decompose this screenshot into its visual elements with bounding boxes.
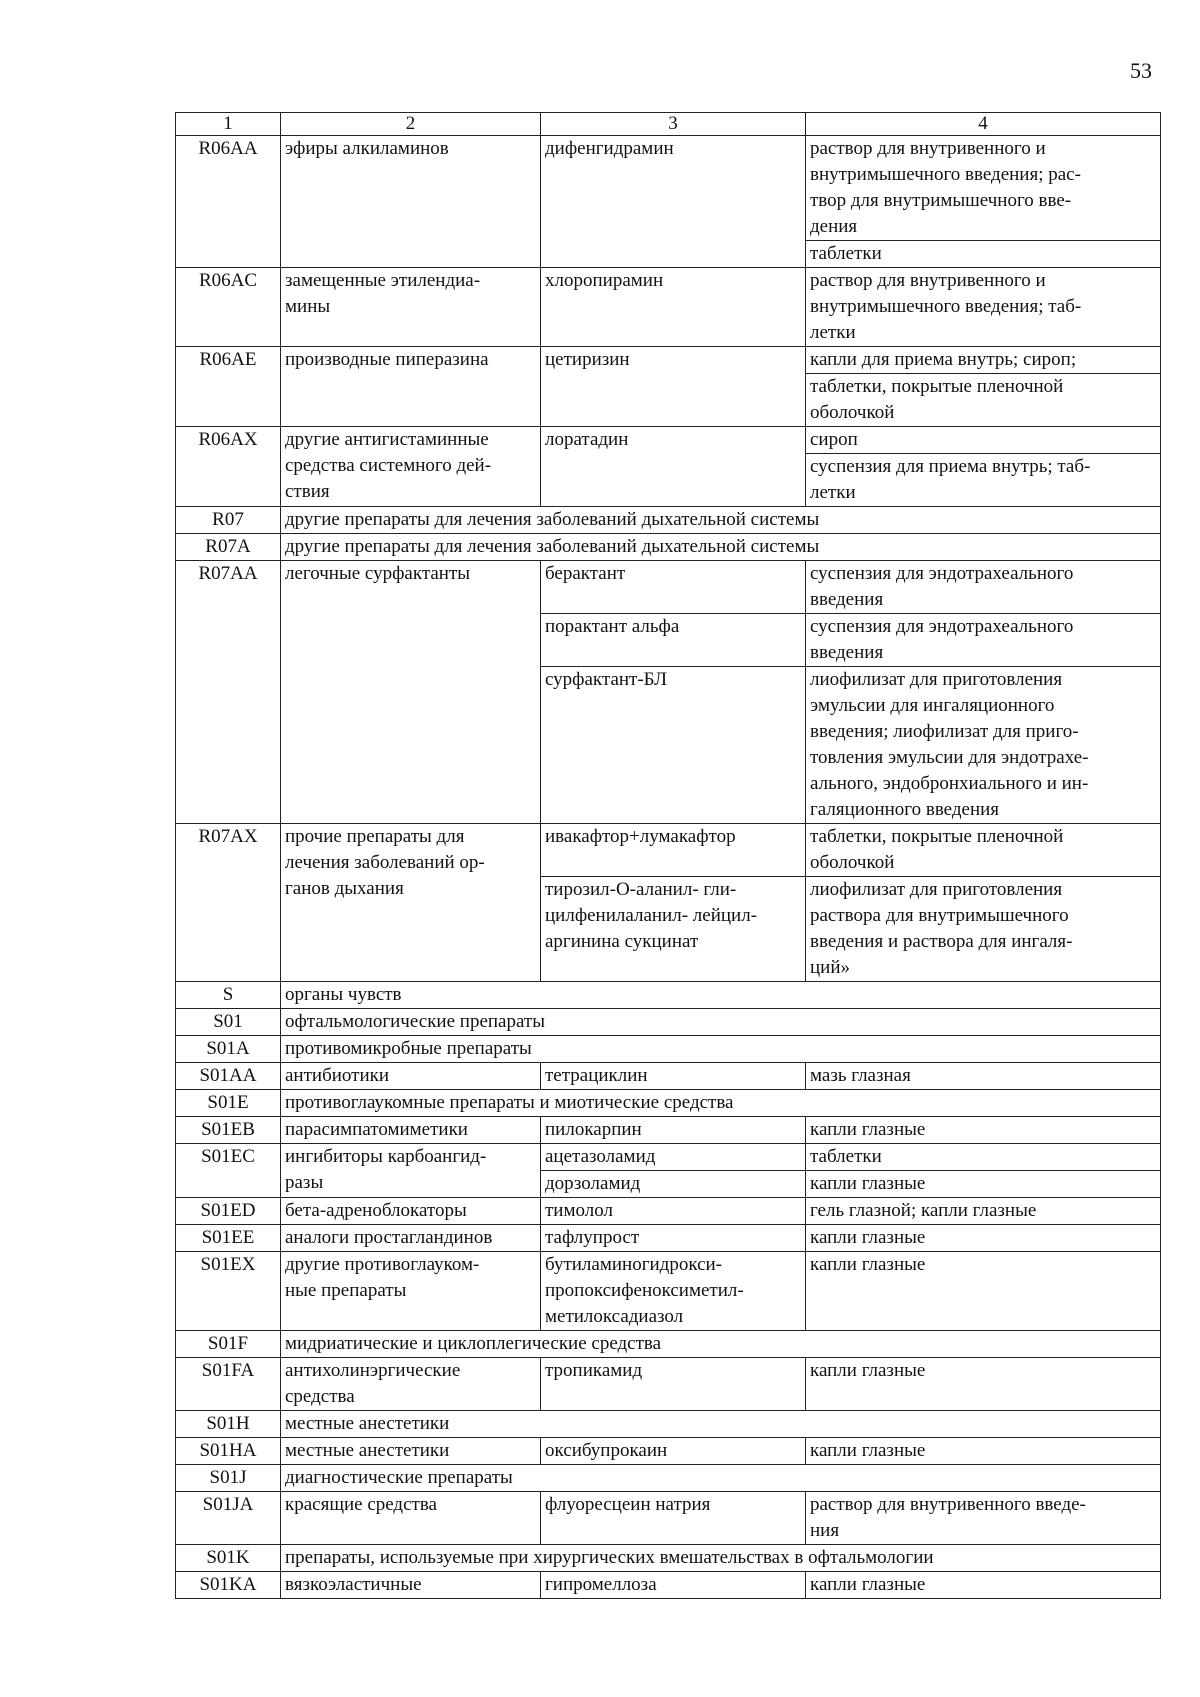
dosage-form: сироп [806,427,1161,454]
atc-group-name: местные анестетики [281,1411,1161,1438]
text-line: тирозил-О-аланил- гли- [545,879,737,900]
drug-name: берактант [541,561,806,614]
atc-code: S01 [176,1009,281,1036]
table-row [176,1144,1161,1171]
drug-name: тетрациклин [541,1063,806,1090]
table-row [176,1252,1161,1331]
text-line: эмульсии для ингаляционного [810,695,1055,716]
atc-group-name: офтальмологические препараты [281,1009,1161,1036]
atc-code: R07 [176,507,281,534]
table-row [176,1117,1161,1144]
dosage-form [806,454,1161,507]
atc-group-name: противоглаукомные препараты и миотические средства [281,1090,1161,1117]
table-row [176,1465,1161,1492]
atc-code: S01EX [176,1252,281,1331]
atc-group-name [281,824,541,982]
text-line: ций» [810,957,851,978]
table-row [176,427,1161,454]
text-line: суспензия для эндотрахеального [810,563,1074,584]
table-row [176,1036,1161,1063]
atc-code: R07AX [176,824,281,982]
text-line: аргинина сукцинат [545,931,699,952]
table-row [176,824,1161,877]
drug-name [541,1252,806,1331]
text-line: метилоксадиазол [545,1306,684,1327]
drug-table [175,112,1161,1599]
text-line: таблетки, покрытые пленочной [810,826,1064,847]
text-line: летки [810,322,856,343]
text-line: прочие препараты для [285,826,465,847]
page-number: 53 [1130,58,1152,83]
atc-group-name: эфиры алкиламинов [281,136,541,268]
table-row [176,1492,1161,1545]
text-line: оболочкой [810,852,895,873]
table-row [176,982,1161,1009]
text-line: ального, эндобронхиального и ин- [810,773,1089,794]
drug-name: сурфактант-БЛ [541,667,806,824]
dosage-form [806,667,1161,824]
text-line: летки [810,482,856,503]
atc-code: S01FA [176,1358,281,1411]
drug-name: тропикамид [541,1358,806,1411]
atc-group-name [281,268,541,347]
atc-group-name: красящие средства [281,1492,541,1545]
text-line: бутиламиногидрокси- [545,1254,723,1275]
table-header-row [176,113,1161,136]
table-row [176,1063,1161,1090]
atc-group-name: другие препараты для лечения заболеваний дыхательной системы [281,534,1161,561]
drug-name: порактант альфа [541,614,806,667]
column-header: 3 [541,113,806,136]
dosage-form: капли глазные [806,1225,1161,1252]
text-line: ингибиторы карбоангид- [285,1146,487,1167]
drug-name: оксибупрокаин [541,1438,806,1465]
text-line: ствия [285,481,330,502]
text-line: ные препараты [285,1280,407,1301]
text-line: галяционного введения [810,799,1000,820]
column-header: 1 [176,113,281,136]
atc-group-name [281,1252,541,1331]
text-line: внутримышечного введения; рас- [810,164,1081,185]
column-header: 4 [806,113,1161,136]
atc-code: S01J [176,1465,281,1492]
text-line: введения и раствора для ингаля- [810,931,1073,952]
table-row [176,1090,1161,1117]
text-line: введения [810,642,884,663]
table-row [176,534,1161,561]
text-line: суспензия для приема внутрь; таб- [810,456,1091,477]
text-line: суспензия для эндотрахеального [810,616,1074,637]
text-line: замещенные этилендиа- [285,270,481,291]
atc-group-name: диагностические препараты [281,1465,1161,1492]
drug-name [541,877,806,982]
table-row [176,1438,1161,1465]
drug-name: цетиризин [541,347,806,427]
atc-code: S01K [176,1545,281,1572]
drug-name: дифенгидрамин [541,136,806,268]
atc-group-name: парасимпатомиметики [281,1117,541,1144]
atc-code: R06AE [176,347,281,427]
atc-code: R06AC [176,268,281,347]
table-row [176,1009,1161,1036]
table-row [176,1358,1161,1411]
text-line: дения [810,216,858,237]
dosage-form [806,561,1161,614]
table-row [176,1411,1161,1438]
table-row [176,1198,1161,1225]
atc-code: S01KA [176,1572,281,1599]
dosage-form: капли для приема внутрь; сироп; [806,347,1161,374]
dosage-form [806,136,1161,241]
table-row [176,347,1161,374]
atc-code: R07AA [176,561,281,824]
text-line: раствор для внутривенного введе- [810,1494,1086,1515]
text-line: лечения заболеваний ор- [285,852,485,873]
atc-code: S01AA [176,1063,281,1090]
atc-code: S01EB [176,1117,281,1144]
dosage-form [806,374,1161,427]
atc-group-name [281,1358,541,1411]
text-line: ния [810,1520,840,1541]
dosage-form: капли глазные [806,1572,1161,1599]
atc-code: S01E [176,1090,281,1117]
dosage-form [806,824,1161,877]
text-line: другие антигистаминные [285,429,489,450]
text-line: разы [285,1172,324,1193]
atc-code: S01ED [176,1198,281,1225]
atc-group-name: вязкоэластичные [281,1572,541,1599]
text-line: антихолинэргические [285,1360,461,1381]
drug-name: хлоропирамин [541,268,806,347]
text-line: товления эмульсии для эндотрахе- [810,747,1089,768]
text-line: лиофилизат для приготовления [810,669,1063,690]
text-line: средства системного дей- [285,455,492,476]
dosage-form: таблетки [806,1144,1161,1171]
text-line: средства [285,1386,355,1407]
atc-group-name: мидриатические и циклоплегические средства [281,1331,1161,1358]
text-line: внутримышечного введения; таб- [810,296,1082,317]
drug-name: дорзоламид [541,1171,806,1198]
column-header: 2 [281,113,541,136]
table-row [176,1225,1161,1252]
drug-name: лоратадин [541,427,806,507]
dosage-form [806,268,1161,347]
atc-group-name: местные анестетики [281,1438,541,1465]
table-row [176,268,1161,347]
dosage-form: капли глазные [806,1171,1161,1198]
atc-group-name [281,1144,541,1198]
text-line: введения; лиофилизат для приго- [810,721,1079,742]
table-row [176,507,1161,534]
atc-code: R07A [176,534,281,561]
atc-code: S01A [176,1036,281,1063]
dosage-form: капли глазные [806,1117,1161,1144]
drug-name: флуоресцеин натрия [541,1492,806,1545]
atc-code: R06AA [176,136,281,268]
atc-group-name: аналоги простагландинов [281,1225,541,1252]
table-row [176,561,1161,614]
text-line: раствор для внутривенного и [810,138,1046,159]
atc-group-name: антибиотики [281,1063,541,1090]
text-line: твор для внутримышечного вве- [810,190,1072,211]
text-line: введения [810,589,884,610]
atc-code: S01EE [176,1225,281,1252]
atc-group-name [281,427,541,507]
dosage-form: мазь глазная [806,1063,1161,1090]
drug-name: тафлупрост [541,1225,806,1252]
dosage-form [806,877,1161,982]
atc-group-name: органы чувств [281,982,1161,1009]
atc-code: S [176,982,281,1009]
atc-code: S01JA [176,1492,281,1545]
text-line: оболочкой [810,402,895,423]
table-row [176,1545,1161,1572]
atc-group-name: другие препараты для лечения заболеваний дыхательной системы [281,507,1161,534]
dosage-form: капли глазные [806,1358,1161,1411]
atc-group-name: легочные сурфактанты [281,561,541,824]
table-row [176,1572,1161,1599]
drug-name: пилокарпин [541,1117,806,1144]
dosage-form: капли глазные [806,1252,1161,1331]
text-line: ганов дыхания [285,878,404,899]
atc-code: S01EC [176,1144,281,1198]
dosage-form [806,614,1161,667]
text-line: раствор для внутривенного и [810,270,1046,291]
table-row [176,136,1161,241]
atc-group-name: бета-адреноблокаторы [281,1198,541,1225]
atc-code: R06AX [176,427,281,507]
atc-code: S01F [176,1331,281,1358]
table-row [176,1331,1161,1358]
text-line: мины [285,296,331,317]
drug-name: ивакафтор+лумакафтор [541,824,806,877]
dosage-form: гель глазной; капли глазные [806,1198,1161,1225]
atc-code: S01H [176,1411,281,1438]
drug-name: тимолол [541,1198,806,1225]
drug-name: гипромеллоза [541,1572,806,1599]
atc-group-name: препараты, используемые при хирургических вмешательствах в офтальмологии [281,1545,1161,1572]
dosage-form: таблетки [806,241,1161,268]
dosage-form: капли глазные [806,1438,1161,1465]
text-line: лиофилизат для приготовления [810,879,1063,900]
text-line: другие противоглауком- [285,1254,480,1275]
text-line: цилфенилаланил- лейцил- [545,905,758,926]
dosage-form [806,1492,1161,1545]
text-line: таблетки, покрытые пленочной [810,376,1064,397]
text-line: раствора для внутримышечного [810,905,1069,926]
text-line: пропоксифеноксиметил- [545,1280,744,1301]
atc-group-name: производные пиперазина [281,347,541,427]
drug-name: ацетазоламид [541,1144,806,1171]
atc-code: S01HA [176,1438,281,1465]
atc-group-name: противомикробные препараты [281,1036,1161,1063]
